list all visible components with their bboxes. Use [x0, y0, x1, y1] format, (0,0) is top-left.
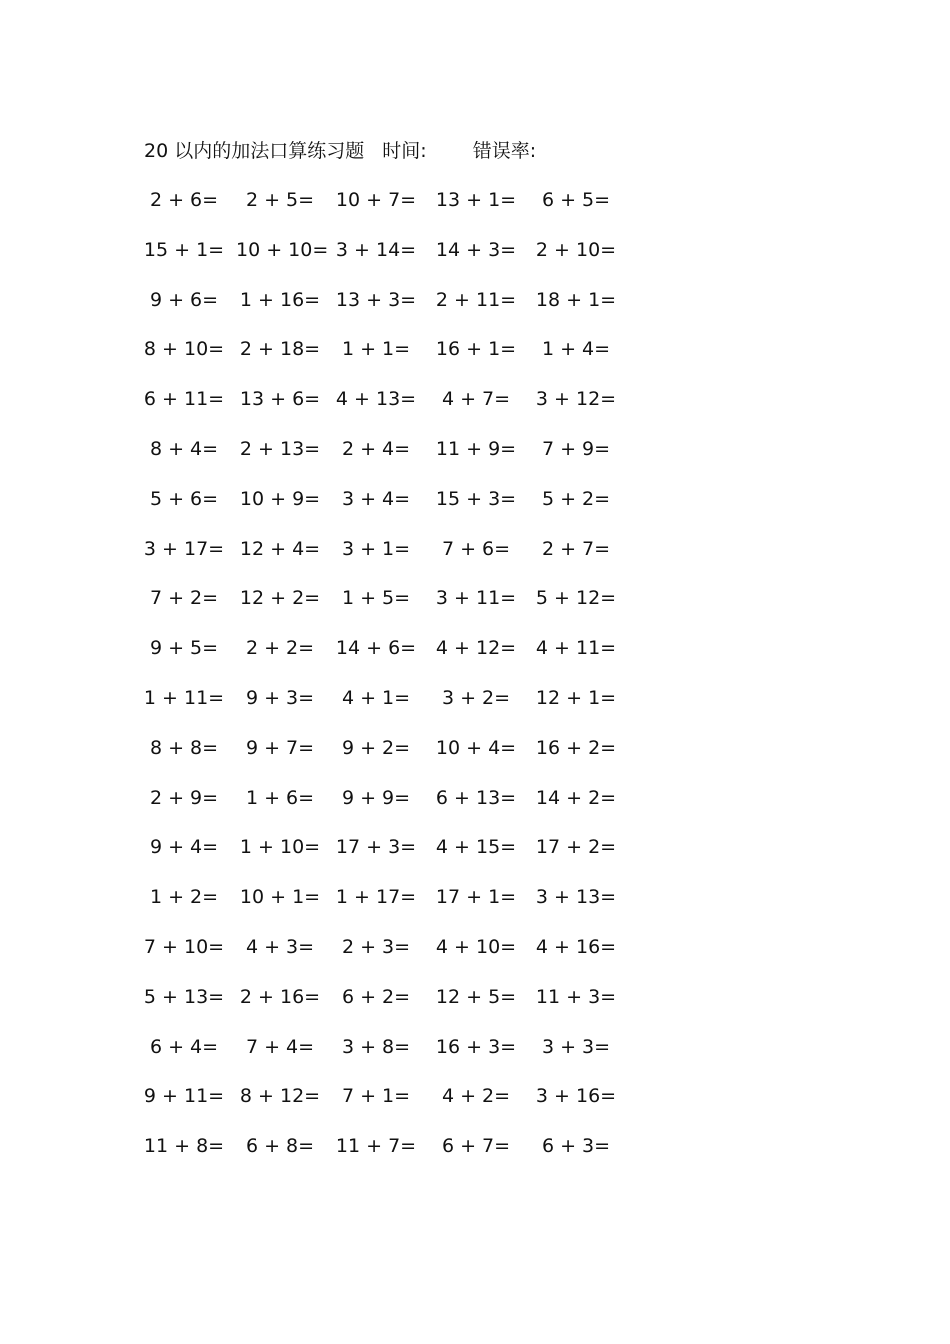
problem-item: 2 + 11=: [435, 288, 517, 311]
problem-item: 9 + 3=: [245, 686, 315, 709]
problem-item: 11 + 8=: [143, 1135, 225, 1158]
problem-item: 13 + 1=: [435, 189, 517, 211]
problem-item: 2 + 16=: [239, 985, 321, 1008]
problem-row: [140, 1032, 660, 1082]
problem-item: 16 + 1=: [435, 338, 517, 361]
problem-row: [140, 185, 660, 235]
problem-item: 7 + 10=: [143, 935, 225, 958]
problem-item: 7 + 1=: [341, 1085, 411, 1108]
problem-row: [140, 235, 660, 285]
problem-item: 9 + 6=: [149, 288, 219, 311]
problem-item: 6 + 2=: [341, 985, 411, 1008]
problem-item: 5 + 13=: [143, 985, 225, 1008]
problem-item: 11 + 9=: [435, 437, 517, 460]
problem-item: 9 + 9=: [341, 786, 411, 809]
problem-item: 9 + 4=: [149, 836, 219, 859]
problem-item: 7 + 4=: [245, 1035, 315, 1058]
problem-item: 6 + 5=: [541, 189, 611, 211]
problem-row: [140, 384, 660, 434]
problem-item: 4 + 2=: [441, 1085, 511, 1108]
problem-item: 2 + 9=: [149, 786, 219, 809]
problem-item: 15 + 3=: [435, 487, 517, 510]
problem-item: 10 + 4=: [435, 736, 517, 759]
problem-item: 3 + 14=: [335, 238, 417, 261]
problem-row: [140, 882, 660, 932]
problem-item: 1 + 4=: [541, 338, 611, 361]
problem-row: [140, 932, 660, 982]
problem-row: [140, 484, 660, 534]
problem-item: 1 + 17=: [335, 886, 417, 909]
problem-item: 4 + 10=: [435, 935, 517, 958]
problem-item: 5 + 2=: [541, 487, 611, 510]
problem-item: 2 + 10=: [535, 238, 617, 261]
problem-item: 9 + 5=: [149, 637, 219, 660]
problem-item: 6 + 11=: [143, 388, 225, 411]
problem-item: 8 + 12=: [239, 1085, 321, 1108]
problem-item: 3 + 11=: [435, 587, 517, 610]
problem-row: [140, 832, 660, 882]
problem-item: 17 + 2=: [535, 836, 617, 859]
problem-item: 6 + 4=: [149, 1035, 219, 1058]
problem-item: 4 + 15=: [435, 836, 517, 859]
problem-item: 7 + 2=: [149, 587, 219, 610]
problem-row: [140, 583, 660, 633]
problem-item: 3 + 2=: [441, 686, 511, 709]
problem-item: 5 + 6=: [149, 487, 219, 510]
problem-item: 2 + 13=: [239, 437, 321, 460]
problem-item: 3 + 4=: [341, 487, 411, 510]
problem-item: 8 + 10=: [143, 338, 225, 361]
problem-row: [140, 1081, 660, 1131]
problem-item: 2 + 3=: [341, 935, 411, 958]
problem-item: 9 + 11=: [143, 1085, 225, 1108]
problem-item: 9 + 7=: [245, 736, 315, 759]
problem-item: 15 + 1=: [143, 238, 225, 261]
problem-item: 4 + 3=: [245, 935, 315, 958]
problem-item: 13 + 3=: [335, 288, 417, 311]
problem-item: 12 + 5=: [435, 985, 517, 1008]
problem-item: 1 + 10=: [239, 836, 321, 859]
problem-item: 8 + 8=: [149, 736, 219, 759]
problem-item: 2 + 2=: [245, 637, 315, 660]
error-rate-label: 错误率:: [472, 140, 537, 162]
problem-item: 3 + 8=: [341, 1035, 411, 1058]
problem-item: 14 + 3=: [435, 238, 517, 261]
problem-item: 12 + 4=: [239, 537, 321, 560]
time-label: 时间:: [382, 140, 427, 162]
problem-item: 6 + 7=: [441, 1135, 511, 1158]
problem-item: 1 + 11=: [143, 686, 225, 709]
problem-item: 9 + 2=: [341, 736, 411, 759]
problem-row: [140, 982, 660, 1032]
problem-row: [140, 733, 660, 783]
problem-row: [140, 783, 660, 833]
problem-item: 17 + 3=: [335, 836, 417, 859]
problem-item: 2 + 7=: [541, 537, 611, 560]
problem-item: 16 + 3=: [435, 1035, 517, 1058]
problem-item: 17 + 1=: [435, 886, 517, 909]
problem-item: 3 + 13=: [535, 886, 617, 909]
problem-item: 1 + 6=: [245, 786, 315, 809]
problem-item: 4 + 12=: [435, 637, 517, 660]
problem-row: [140, 285, 660, 335]
problem-row: [140, 683, 660, 733]
problem-item: 13 + 6=: [239, 388, 321, 411]
problem-item: 8 + 4=: [149, 437, 219, 460]
problem-item: 3 + 17=: [143, 537, 225, 560]
problem-item: 12 + 2=: [239, 587, 321, 610]
problem-row: [140, 334, 660, 384]
problem-item: 16 + 2=: [535, 736, 617, 759]
problem-item: 4 + 11=: [535, 637, 617, 660]
problem-item: 14 + 6=: [335, 637, 417, 660]
problem-item: 11 + 3=: [535, 985, 617, 1008]
problem-row: [140, 534, 660, 584]
worksheet-header: [144, 137, 536, 165]
problem-item: 3 + 12=: [535, 388, 617, 411]
problem-item: 2 + 6=: [149, 189, 219, 211]
problem-item: 3 + 1=: [341, 537, 411, 560]
problem-item: 4 + 13=: [335, 388, 417, 411]
problem-item: 4 + 7=: [441, 388, 511, 411]
problem-item: 7 + 9=: [541, 437, 611, 460]
problem-item: 12 + 1=: [535, 686, 617, 709]
problem-item: 1 + 1=: [341, 338, 411, 361]
problem-item: 11 + 7=: [335, 1135, 417, 1158]
problem-item: 5 + 12=: [535, 587, 617, 610]
problem-item: 2 + 4=: [341, 437, 411, 460]
worksheet-title: 20 以内的加法口算练习题: [144, 140, 365, 162]
problem-item: 2 + 5=: [245, 189, 315, 211]
problem-row: [140, 434, 660, 484]
problem-item: 6 + 13=: [435, 786, 517, 809]
problem-item: 1 + 16=: [239, 288, 321, 311]
problem-item: 6 + 8=: [245, 1135, 315, 1158]
problem-item: 6 + 3=: [541, 1135, 611, 1158]
problem-item: 1 + 2=: [149, 886, 219, 909]
problem-item: 7 + 6=: [441, 537, 511, 560]
problem-item: 3 + 16=: [535, 1085, 617, 1108]
problem-item: 4 + 16=: [535, 935, 617, 958]
problem-row: [140, 633, 660, 683]
problem-item: 10 + 1=: [239, 886, 321, 909]
problem-item: 18 + 1=: [535, 288, 617, 311]
problem-item: 2 + 18=: [239, 338, 321, 361]
problem-row: [140, 1131, 660, 1181]
problem-grid: [140, 185, 660, 1181]
problem-item: 1 + 5=: [341, 587, 411, 610]
problem-item: 10 + 7=: [335, 189, 417, 211]
problem-item: 4 + 1=: [341, 686, 411, 709]
problem-item: 3 + 3=: [541, 1035, 611, 1058]
problem-item: 10 + 9=: [239, 487, 321, 510]
problem-item: 14 + 2=: [535, 786, 617, 809]
problem-item: 10 + 10=: [236, 238, 329, 261]
